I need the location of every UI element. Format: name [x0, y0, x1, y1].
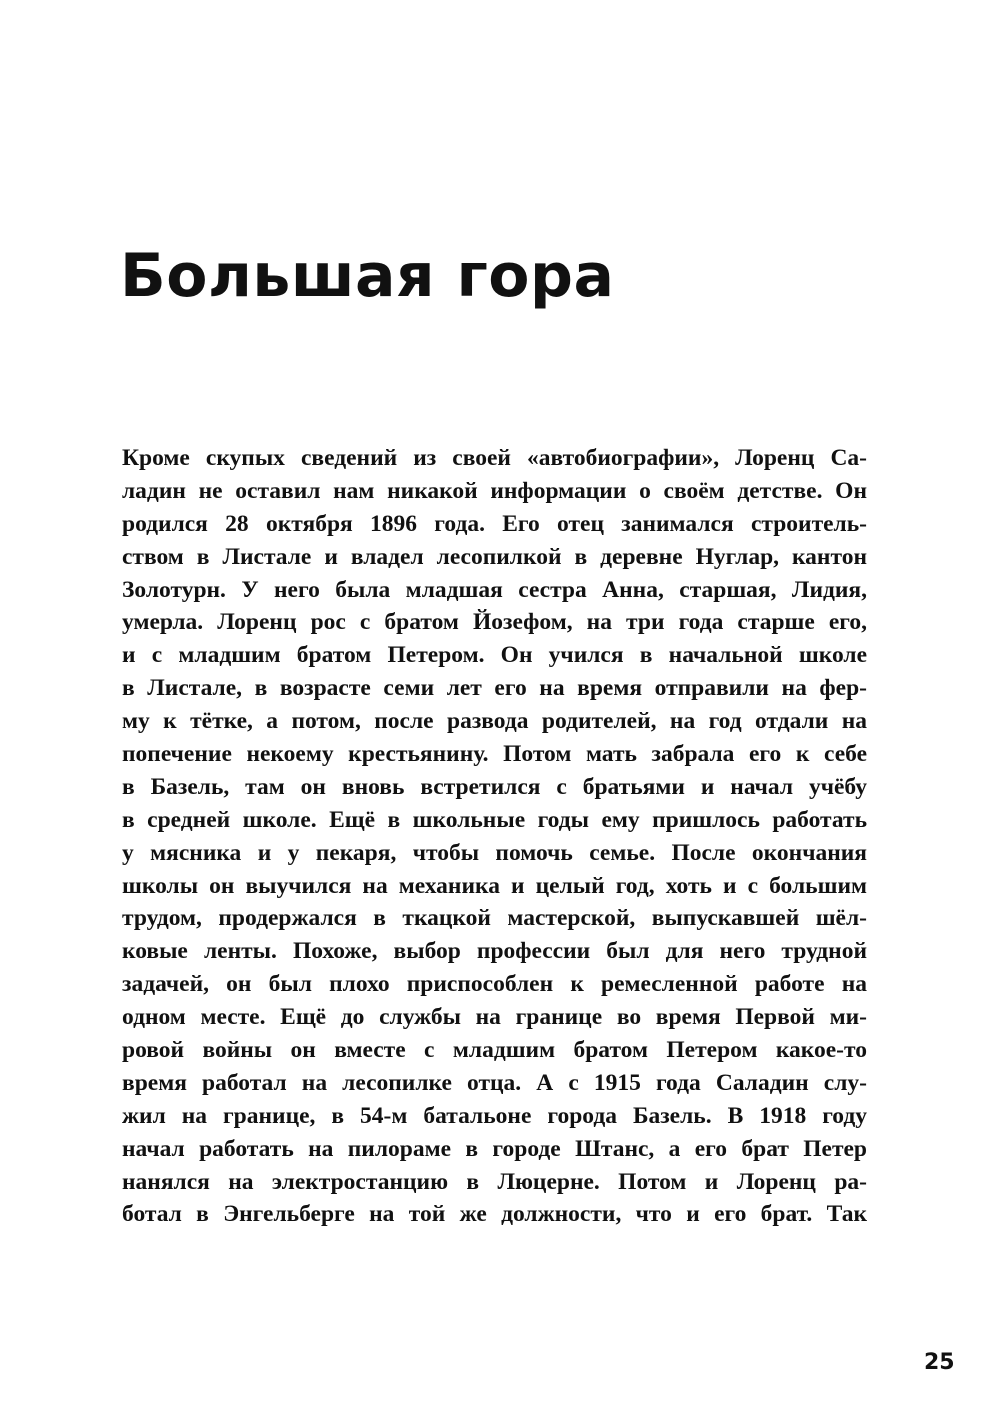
text-line: родился 28 октября 1896 года. Его отец занимался строитель- [122, 510, 867, 537]
text-line: умерла. Лоренц рос с братом Йозефом, на три года старше его, [122, 609, 867, 636]
text-line: жил на границе, в 54-м батальоне города Базель. В 1918 году [122, 1102, 867, 1129]
text-line: школы он выучился на механика и целый год, хоть и с большим [122, 872, 867, 899]
text-line: и с младшим братом Петером. Он учился в начальной школе [122, 642, 867, 669]
text-line: ладин не оставил нам никакой информации о своём детстве. Он [122, 477, 867, 504]
text-line: в Базель, там он вновь встретился с братьями и начал учёбу [122, 773, 867, 800]
text-line: ровой войны он вместе с младшим братом Петером какое-то [122, 1037, 867, 1064]
chapter-title: Большая гора [120, 241, 615, 311]
text-line: одном месте. Ещё до службы на границе во время Первой ми- [122, 1004, 867, 1031]
text-line: у мясника и у пекаря, чтобы помочь семье. После окончания [122, 839, 867, 866]
text-line: ством в Листале и владел лесопилкой в деревне Нуглар, кантон [122, 543, 867, 570]
text-line: ковые ленты. Похоже, выбор профессии был для него трудной [122, 938, 867, 965]
text-line: в Листале, в возрасте семи лет его на время отправили на фер- [122, 675, 867, 702]
text-line: задачей, он был плохо приспособлен к ремесленной работе на [122, 971, 867, 998]
text-line: в средней школе. Ещё в школьные годы ему пришлось работать [122, 806, 867, 833]
text-line: му к тётке, а потом, после развода родителей, на год отдали на [122, 708, 867, 735]
body-text [122, 442, 867, 1231]
text-line: попечение некоему крестьянину. Потом мать забрала его к себе [122, 741, 867, 768]
text-line: начал работать на пилораме в городе Штанс, а его брат Петер [122, 1135, 867, 1162]
text-line: трудом, продержался в ткацкой мастерской, выпускавшей шёл- [122, 905, 867, 932]
page-number: 25 [924, 1350, 955, 1375]
text-line: нанялся на электростанцию в Люцерне. Потом и Лоренц ра- [122, 1168, 867, 1195]
text-line: Кроме скупых сведений из своей «автобиографии», Лоренц Са- [122, 445, 867, 471]
text-line: время работал на лесопилке отца. А с 1915 года Саладин слу- [122, 1069, 867, 1096]
text-line: Золотурн. У него была младшая сестра Анна, старшая, Лидия, [122, 576, 867, 603]
text-line: ботал в Энгельберге на той же должности, что и его брат. Так [122, 1201, 867, 1228]
